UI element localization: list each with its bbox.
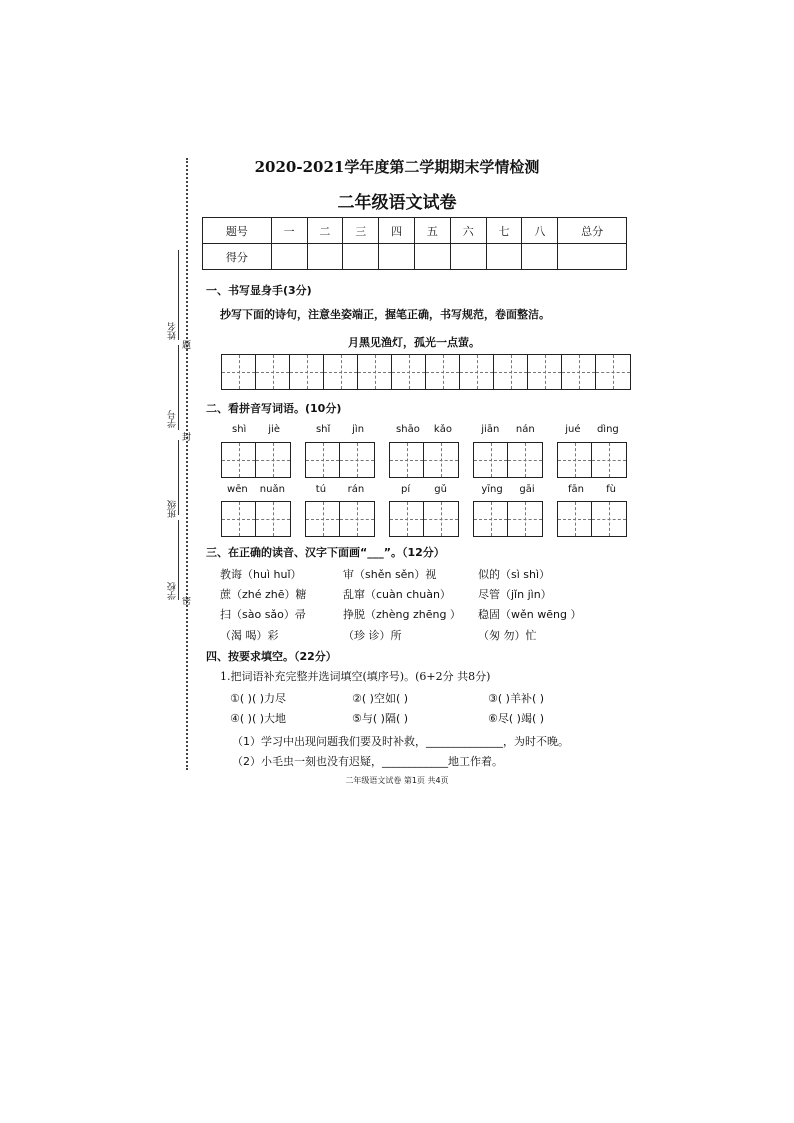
exam-title: 2020-2021学年度第二学期期末学情检测	[254, 158, 540, 176]
poem-line: 月黑见渔灯，孤光一点萤。	[348, 336, 480, 349]
pinyin-label: shāo kǎo	[396, 424, 452, 435]
word-writing-grid[interactable]	[557, 501, 627, 537]
score-blank-cell[interactable]	[414, 244, 450, 270]
word-writing-grid[interactable]	[389, 501, 459, 537]
idiom-item: ⑥尽( )竭( )	[488, 712, 545, 725]
section4-heading: 四、按要求填空。（22分）	[206, 650, 337, 663]
score-blank-cell[interactable]	[522, 244, 558, 270]
score-blank-cell[interactable]	[307, 244, 343, 270]
reading-item: 似的（sì shì）	[478, 568, 551, 581]
idiom-item: ②( )空如( )	[352, 692, 409, 705]
pinyin-label: pí gǔ	[401, 484, 447, 495]
reading-item: 教诲（huì huǐ）	[220, 568, 302, 581]
score-cell: 二	[307, 218, 343, 244]
score-blank-cell[interactable]	[558, 244, 627, 270]
reading-item: 扫（sào sǎo）帚	[220, 608, 306, 621]
reading-item: 乱窜（cuàn chuàn）	[343, 588, 451, 601]
score-cell: 五	[414, 218, 450, 244]
word-writing-grid[interactable]	[221, 501, 291, 537]
section1-heading: 一、书写显身手(3分)	[206, 284, 312, 297]
score-cell: 六	[450, 218, 486, 244]
score-table-score-row	[203, 244, 627, 270]
pinyin-label: jué dìng	[565, 424, 619, 435]
name-label: 姓名	[168, 322, 178, 340]
reading-item: （渴 喝）彩	[220, 629, 279, 642]
score-blank-cell[interactable]	[486, 244, 522, 270]
score-row-label: 得分	[203, 244, 272, 270]
score-cell: 总分	[558, 218, 627, 244]
reading-item: 蔗（zhé zhē）糖	[220, 588, 307, 601]
score-cell: 七	[486, 218, 522, 244]
binding-dotted-line	[186, 158, 188, 770]
section1-instruction: 抄写下面的诗句，注意坐姿端正，握笔正确，书写规范，卷面整洁。	[220, 308, 550, 321]
page-footer: 二年级语文试卷 第1页 共4页	[345, 776, 449, 785]
word-writing-grid[interactable]	[305, 442, 375, 478]
pinyin-label: jiān nán	[481, 424, 535, 435]
reading-item: （匆 勿）忙	[478, 629, 537, 642]
score-cell: 八	[522, 218, 558, 244]
fill-sentence-2: （2）小毛虫一刻也没有迟疑，____________地工作着。	[232, 755, 503, 768]
word-writing-grid[interactable]	[473, 501, 543, 537]
reading-item: 审（shěn sěn）视	[343, 568, 437, 581]
score-blank-cell[interactable]	[379, 244, 415, 270]
idiom-item: ④( )( )大地	[230, 712, 287, 725]
word-writing-grid[interactable]	[389, 442, 459, 478]
word-writing-grid[interactable]	[557, 442, 627, 478]
seal-mark-3: 密	[182, 597, 192, 607]
score-cell: 一	[271, 218, 307, 244]
section3-heading: 三、在正确的读音、汉字下面画“___”。（12分）	[206, 546, 445, 559]
pinyin-label: yīng gāi	[481, 484, 535, 495]
score-cell: 题号	[203, 218, 272, 244]
score-blank-cell[interactable]	[450, 244, 486, 270]
section4-question1: 1.把词语补充完整并选词填空(填序号)。(6+2分 共8分)	[220, 670, 491, 683]
exam-subtitle: 二年级语文试卷	[337, 193, 457, 213]
pinyin-label: tú rán	[315, 484, 365, 495]
score-cell: 四	[379, 218, 415, 244]
word-writing-grid[interactable]	[473, 442, 543, 478]
idiom-item: ①( )( )力尽	[230, 692, 287, 705]
class-label: 班级	[168, 500, 178, 518]
reading-item: （珍 诊）所	[343, 629, 402, 642]
reading-item: 稳固（wěn wēng ）	[478, 608, 582, 621]
seal-mark-2: 封	[182, 433, 192, 443]
score-blank-cell[interactable]	[343, 244, 379, 270]
reading-item: 挣脱（zhèng zhēng ）	[343, 608, 461, 621]
pinyin-label: shì jiè	[231, 424, 280, 435]
id-label: 学号	[168, 410, 178, 428]
pinyin-label: fān fù	[568, 484, 616, 495]
school-label: 学校	[168, 582, 178, 600]
score-blank-cell[interactable]	[271, 244, 307, 270]
word-writing-grid[interactable]	[221, 442, 291, 478]
idiom-item: ⑤与( )隔( )	[352, 712, 409, 725]
fill-sentence-1: （1）学习中出现问题我们要及时补救，______________，为时不晚。	[232, 735, 569, 748]
reading-item: 尽管（jǐn jìn）	[478, 588, 552, 601]
score-table-header-row	[203, 218, 627, 244]
seal-mark-1: 题	[182, 341, 192, 351]
copy-writing-grid[interactable]	[221, 354, 631, 390]
idiom-item: ③( )羊补( )	[488, 692, 545, 705]
pinyin-label: wēn nuǎn	[227, 484, 285, 495]
score-cell: 三	[343, 218, 379, 244]
score-table	[202, 217, 627, 270]
pinyin-label: shǐ jìn	[315, 424, 365, 435]
section2-heading: 二、看拼音写词语。(10分)	[206, 402, 342, 415]
word-writing-grid[interactable]	[305, 501, 375, 537]
